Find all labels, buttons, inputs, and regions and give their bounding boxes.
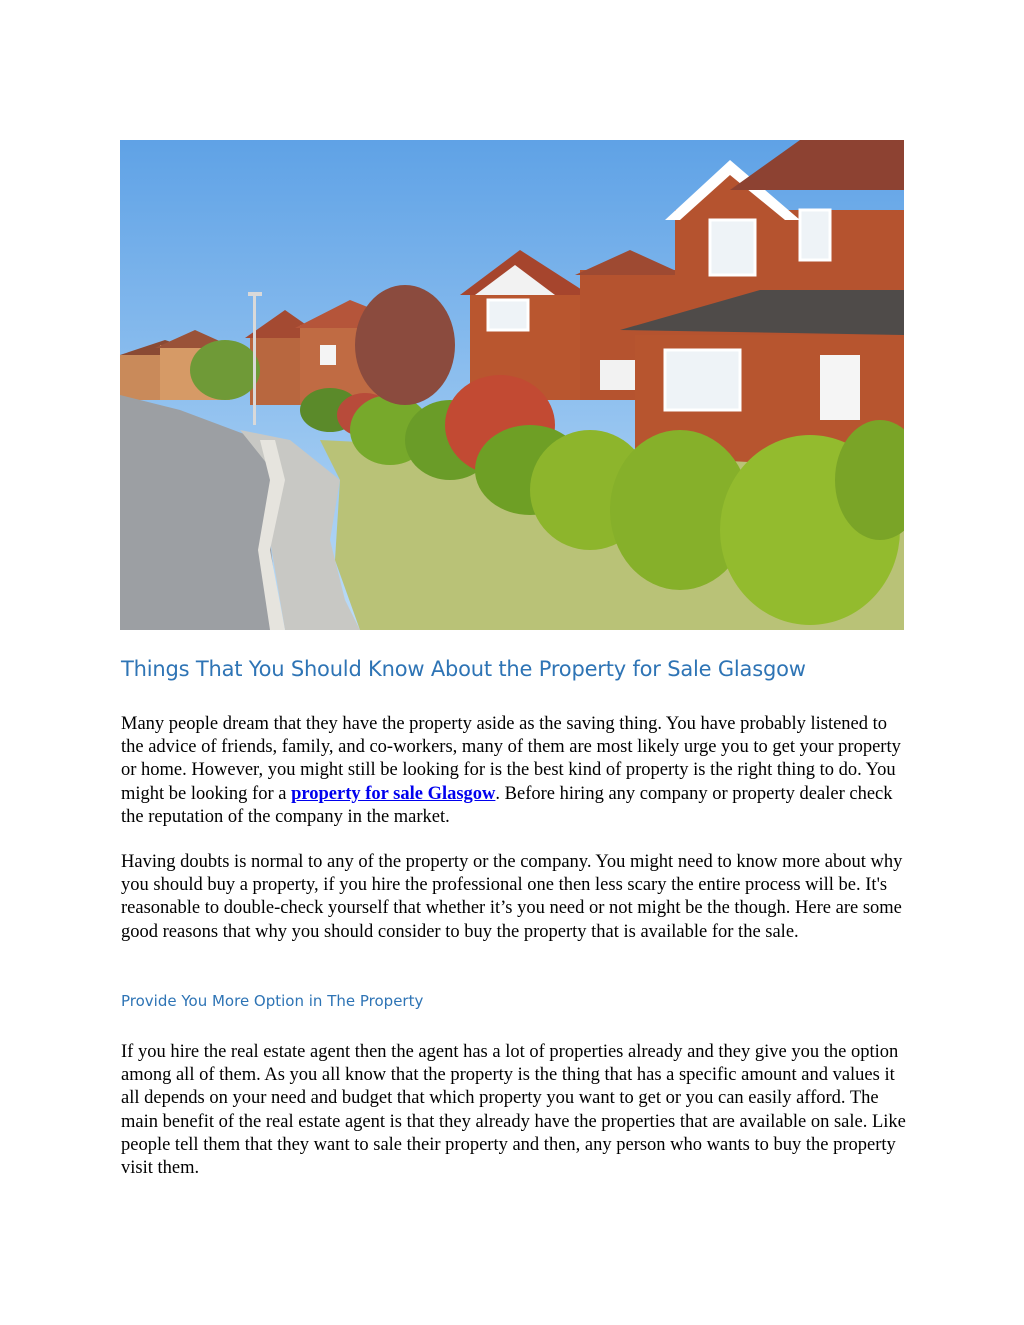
paragraph-real-estate-agent: If you hire the real estate agent then the agent has a lot of properties already and they give you the option among all of them. As you all know that the property is the thing that has a specific amount and values it all depends on your need and budget that which property you want to get or you can easily afford. The main benefit of the real estate agent is that they already have the properties that are available on sale. Like people tell them that they want to sale their property and then, any person who wants to buy the property visit them.	[121, 1042, 906, 1179]
article-title: Things That You Should Know About the Property for Sale Glasgow	[121, 657, 806, 681]
section-heading-more-options: Provide You More Option in The Property	[121, 992, 424, 1010]
paragraph-intro-text-before: Many people dream that they have the property aside as the saving thing. You have probably listened to the advice of friends, family, and co-workers, many of them are most likely urge you to get your property or home. However, you might still be looking for is the best kind of property is the right thing to do. You might be looking for a	[121, 714, 901, 804]
house-street-illustration	[120, 140, 904, 630]
paragraph-intro-text-after: . Before hiring any company or property dealer check the reputation of the company in the market.	[121, 783, 893, 827]
paragraph-intro	[121, 713, 911, 829]
paragraph-doubts: Having doubts is normal to any of the property or the company. You might need to know more about why you should buy a property, if you hire the professional one then less scary the entire process will be. It's reasonable to double-check yourself that whether it’s you need or not might be the though. Here are some good reasons that why you should consider to buy the property that is available for the sale.	[121, 852, 903, 942]
hero-image	[120, 140, 904, 630]
property-for-sale-glasgow-link[interactable]: property for sale Glasgow	[291, 783, 496, 804]
